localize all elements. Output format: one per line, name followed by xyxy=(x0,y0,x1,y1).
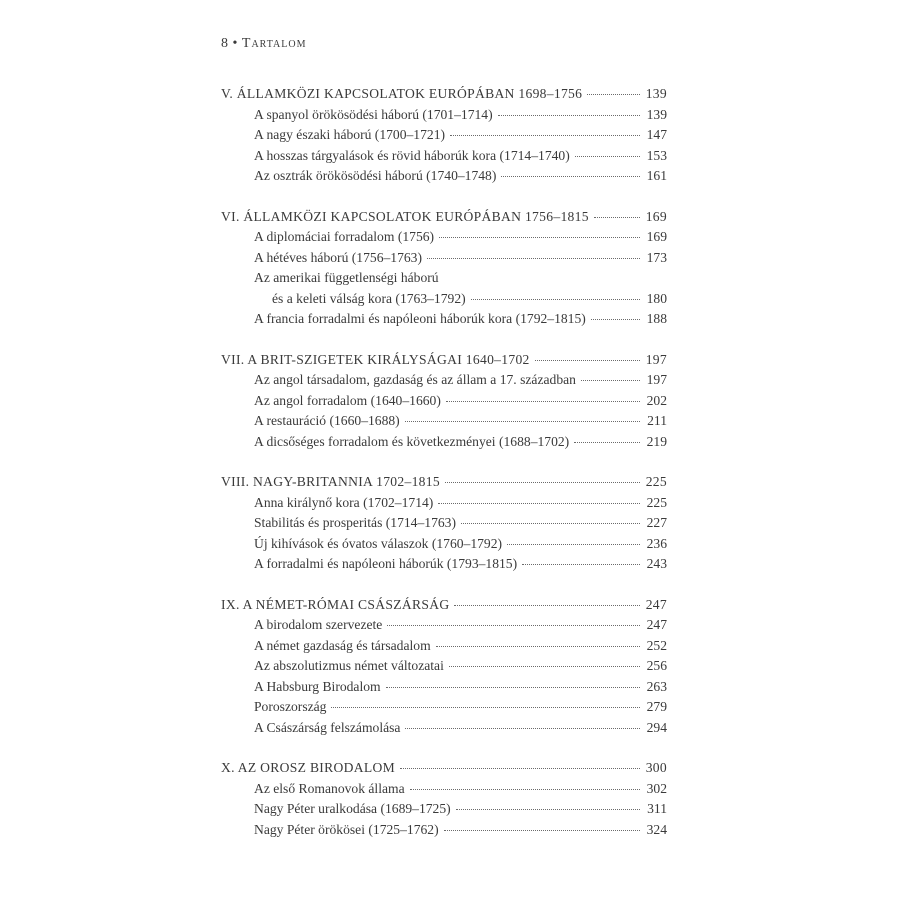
toc-entry xyxy=(221,697,667,718)
chapter-title: X. AZ OROSZ BIRODALOM xyxy=(221,760,395,775)
toc-entry xyxy=(221,432,667,453)
dot-leader xyxy=(444,830,640,831)
toc-entry xyxy=(221,105,667,126)
chapter-title: IX. A NÉMET-RÓMAI CSÁSZÁRSÁG xyxy=(221,596,450,612)
page-number-ref: 188 xyxy=(646,311,667,326)
dot-leader xyxy=(581,380,640,381)
toc-entry xyxy=(221,411,667,432)
page-number: 8 xyxy=(221,36,229,51)
dot-leader xyxy=(522,564,640,565)
section-title: Nagy Péter örökösei (1725–1762) xyxy=(254,821,439,837)
dot-leader xyxy=(450,135,640,136)
section-title: A restauráció (1660–1688) xyxy=(254,413,400,428)
section-title: A Császárság felszámolása xyxy=(254,719,401,735)
page-number-ref: 324 xyxy=(646,821,667,837)
section-title: A hosszas tárgyalások és rövid háborúk kora (1714–1740) xyxy=(254,147,570,163)
toc-entry xyxy=(221,289,667,310)
page-number-ref: 227 xyxy=(646,515,667,530)
toc-entry xyxy=(221,636,667,657)
dot-leader xyxy=(471,299,640,300)
page-number-ref: 302 xyxy=(646,780,667,796)
page-number-ref: 139 xyxy=(645,86,667,101)
page-number-ref: 197 xyxy=(646,372,667,387)
dot-leader xyxy=(461,523,640,524)
section-title: Az osztrák örökösödési háború (1740–1748) xyxy=(254,168,497,183)
chapter-title: V. ÁLLAMKÖZI KAPCSOLATOK EURÓPÁBAN 1698–1756 xyxy=(221,86,583,101)
page-number-ref: 252 xyxy=(646,637,667,653)
dot-leader xyxy=(405,728,640,729)
page-number-ref: 161 xyxy=(646,168,667,183)
dot-leader xyxy=(387,625,640,626)
section-title: A spanyol örökösödési háború (1701–1714) xyxy=(254,106,493,122)
running-head-title: Tartalom xyxy=(241,36,307,51)
chapter-title: VII. A BRIT-SZIGETEK KIRÁLYSÁGAI 1640–1702 xyxy=(221,351,530,367)
toc-entry xyxy=(221,534,667,555)
dot-leader xyxy=(400,768,640,769)
dot-leader xyxy=(331,707,640,708)
dot-leader xyxy=(587,94,640,95)
toc-entry xyxy=(221,615,667,636)
section-title: A hétéves háború (1756–1763) xyxy=(254,249,422,265)
dot-leader xyxy=(427,258,640,259)
page-number-ref: 311 xyxy=(647,801,667,816)
page-number-ref: 243 xyxy=(646,556,667,571)
section-title: A dicsőséges forradalom és következményei (1688–1702) xyxy=(254,433,570,449)
toc-entry xyxy=(221,677,667,698)
toc-entry xyxy=(221,779,667,800)
toc-chapter xyxy=(221,350,667,453)
section-title: A forradalmi és napóleoni háborúk (1793–1815) xyxy=(254,556,518,571)
dot-leader xyxy=(449,666,640,667)
page-number-ref: 139 xyxy=(646,106,667,122)
toc-chapter xyxy=(221,758,667,840)
dot-leader xyxy=(575,156,640,157)
page-number-ref: 294 xyxy=(646,719,667,735)
page-number-ref: 256 xyxy=(646,658,667,673)
toc-chapter-entry xyxy=(221,758,667,779)
chapter-title: VIII. NAGY-BRITANNIA 1702–1815 xyxy=(221,474,440,489)
page-number-ref: 180 xyxy=(646,290,667,306)
page-number-ref: 236 xyxy=(646,535,667,551)
page-number-ref: 147 xyxy=(646,127,667,142)
dot-leader xyxy=(454,605,640,606)
toc-entry xyxy=(221,166,667,187)
dot-leader xyxy=(410,789,640,790)
section-title: Anna királynő kora (1702–1714) xyxy=(254,494,434,510)
toc-entry-line xyxy=(221,268,667,289)
section-title: A birodalom szervezete xyxy=(254,617,383,632)
dot-leader xyxy=(594,217,640,218)
page-number-ref: 247 xyxy=(646,617,667,632)
dot-leader xyxy=(535,360,640,361)
section-title: Poroszország xyxy=(254,699,327,714)
section-title: A Habsburg Birodalom xyxy=(254,678,381,694)
toc-entry xyxy=(221,656,667,677)
section-title: Nagy Péter uralkodása (1689–1725) xyxy=(254,801,451,816)
toc-chapter-entry xyxy=(221,84,667,105)
table-of-contents xyxy=(221,84,667,860)
page-number-ref: 202 xyxy=(646,392,667,408)
toc-entry xyxy=(221,125,667,146)
section-title: Az angol forradalom (1640–1660) xyxy=(254,392,441,408)
toc-entry xyxy=(221,799,667,820)
dot-leader xyxy=(498,115,640,116)
page-number-ref: 219 xyxy=(646,433,667,449)
dot-leader xyxy=(386,687,640,688)
toc-entry xyxy=(221,248,667,269)
section-title: A német gazdaság és társadalom xyxy=(254,637,431,653)
page-number-ref: 225 xyxy=(646,494,667,510)
page-number-ref: 169 xyxy=(646,229,667,244)
page-number-ref: 225 xyxy=(645,474,667,489)
dot-leader xyxy=(574,442,640,443)
toc-entry xyxy=(221,146,667,167)
section-title: Az első Romanovok állama xyxy=(254,780,405,796)
page-number-ref: 247 xyxy=(645,596,667,612)
section-title-continuation: és a keleti válság kora (1763–1792) xyxy=(272,290,466,306)
toc-chapter xyxy=(221,84,667,187)
dot-leader xyxy=(439,237,640,238)
toc-entry xyxy=(221,309,667,330)
page-number-ref: 211 xyxy=(647,413,667,428)
toc-entry xyxy=(221,718,667,739)
separator-bullet: • xyxy=(232,36,238,51)
dot-leader xyxy=(456,809,640,810)
toc-chapter-entry xyxy=(221,595,667,616)
section-title: A nagy északi háború (1700–1721) xyxy=(254,127,446,142)
dot-leader xyxy=(445,482,640,483)
toc-entry xyxy=(221,227,667,248)
toc-entry xyxy=(221,820,667,841)
page-number-ref: 197 xyxy=(645,351,667,367)
page-number-ref: 300 xyxy=(645,760,667,775)
dot-leader xyxy=(438,503,640,504)
chapter-title: VI. ÁLLAMKÖZI KAPCSOLATOK EURÓPÁBAN 1756–1815 xyxy=(221,208,589,224)
toc-chapter-entry xyxy=(221,350,667,371)
section-title: A francia forradalmi és napóleoni háborúk kora (1792–1815) xyxy=(254,311,586,326)
toc-entry xyxy=(221,370,667,391)
running-head xyxy=(221,36,307,52)
toc-chapter-entry xyxy=(221,472,667,493)
section-title: A diplomáciai forradalom (1756) xyxy=(254,229,435,244)
section-title: Stabilitás és prosperitás (1714–1763) xyxy=(254,515,456,530)
section-title: Az abszolutizmus német változatai xyxy=(254,658,444,673)
section-title: Az angol társadalom, gazdaság és az állam a 17. században xyxy=(254,372,576,387)
page-number-ref: 153 xyxy=(646,147,667,163)
dot-leader xyxy=(501,176,640,177)
page-number-ref: 169 xyxy=(645,208,667,224)
dot-leader xyxy=(446,401,640,402)
dot-leader xyxy=(405,421,640,422)
toc-chapter xyxy=(221,595,667,739)
toc-entry xyxy=(221,391,667,412)
toc-chapter xyxy=(221,207,667,330)
toc-entry xyxy=(221,554,667,575)
section-title: Új kihívások és óvatos válaszok (1760–1792) xyxy=(254,535,503,551)
page-number-ref: 263 xyxy=(646,678,667,694)
page-number-ref: 173 xyxy=(646,249,667,265)
dot-leader xyxy=(591,319,640,320)
toc-entry xyxy=(221,493,667,514)
dot-leader xyxy=(436,646,640,647)
page-number-ref: 279 xyxy=(646,699,667,714)
dot-leader xyxy=(507,544,640,545)
toc-chapter-entry xyxy=(221,207,667,228)
section-title: Az amerikai függetlenségi háború xyxy=(254,270,439,285)
toc-entry xyxy=(221,513,667,534)
toc-chapter xyxy=(221,472,667,575)
